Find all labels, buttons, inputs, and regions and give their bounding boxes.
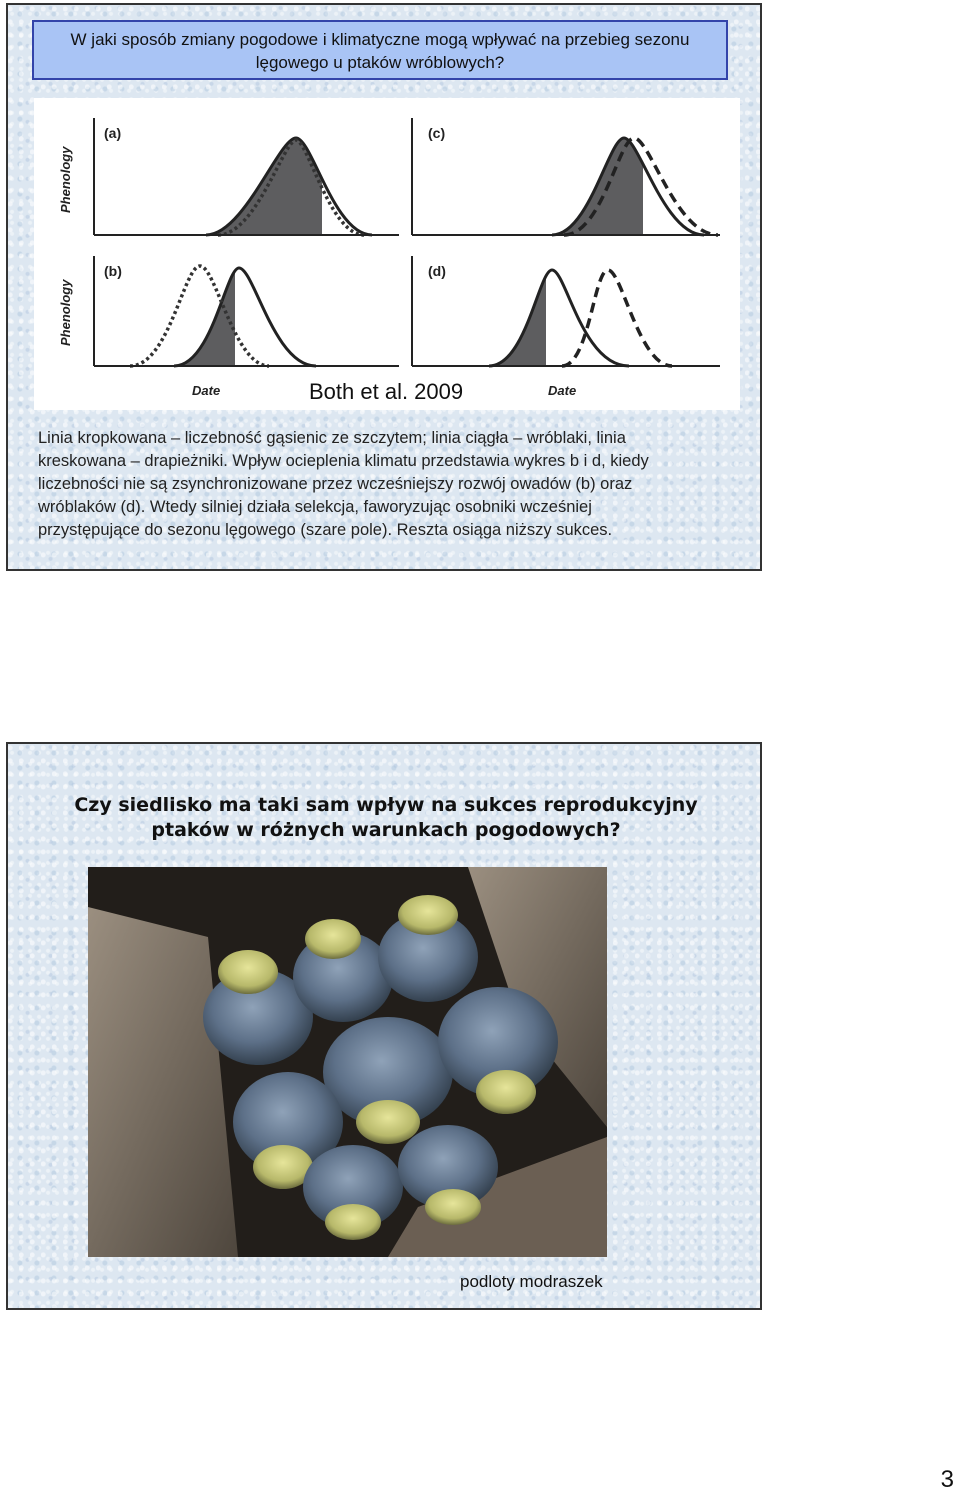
panel-d-label: (d) — [428, 263, 446, 279]
habitat-question-line: ptaków w różnych warunkach pogodowych? — [151, 819, 621, 841]
question-box — [32, 20, 728, 80]
citation: Both et al. 2009 — [309, 379, 464, 404]
fledglings-photo — [88, 867, 607, 1257]
slide-phenology — [6, 3, 762, 571]
x-axis-label-right: Date — [548, 383, 577, 398]
page-number: 3 — [940, 1466, 954, 1493]
y-axis-label-top: Phenology — [58, 146, 73, 213]
panel-a-label: (a) — [104, 125, 122, 141]
question-text: W jaki sposób zmiany pogodowe i klimatyczne mogą wpływać na przebieg sezonu lęgowego u ptaków wróblowych? — [70, 30, 690, 72]
panel-b — [94, 256, 399, 366]
figure-description — [38, 427, 750, 542]
panel-b-label: (b) — [104, 263, 122, 279]
slide-habitat — [6, 742, 762, 1310]
fledglings-image — [88, 867, 607, 1257]
panel-c-label: (c) — [428, 125, 446, 141]
description-line: kreskowana – drapieżniki. Wpływ ocieplenia klimatu przedstawia wykres b i d, kiedy — [38, 452, 649, 470]
panel-d — [412, 256, 720, 366]
description-line: Linia kropkowana – liczebność gąsienic ze szczytem; linia ciągła – wróblaki, linia — [38, 429, 626, 447]
y-axis-label-bottom: Phenology — [58, 279, 73, 346]
photo-caption: podloty modraszek — [460, 1272, 603, 1291]
phenology-graphs — [34, 98, 740, 410]
panel-a — [94, 118, 399, 235]
description-line: przystępujące do sezonu lęgowego (szare pole). Reszta osiąga niższy sukces. — [38, 521, 613, 539]
x-axis-label-left: Date — [192, 383, 221, 398]
habitat-question — [18, 793, 754, 843]
phenology-figure — [34, 98, 740, 410]
habitat-question-line: Czy siedlisko ma taki sam wpływ na sukces reprodukcyjny — [74, 794, 698, 816]
panel-c — [412, 118, 720, 235]
description-line: wróblaków (d). Wtedy silniej działa selekcja, faworyzując osobniki wcześniej — [38, 498, 592, 516]
description-line: liczebności nie są zsynchronizowane przez wcześniejszy rozwój owadów (b) oraz — [38, 475, 633, 493]
